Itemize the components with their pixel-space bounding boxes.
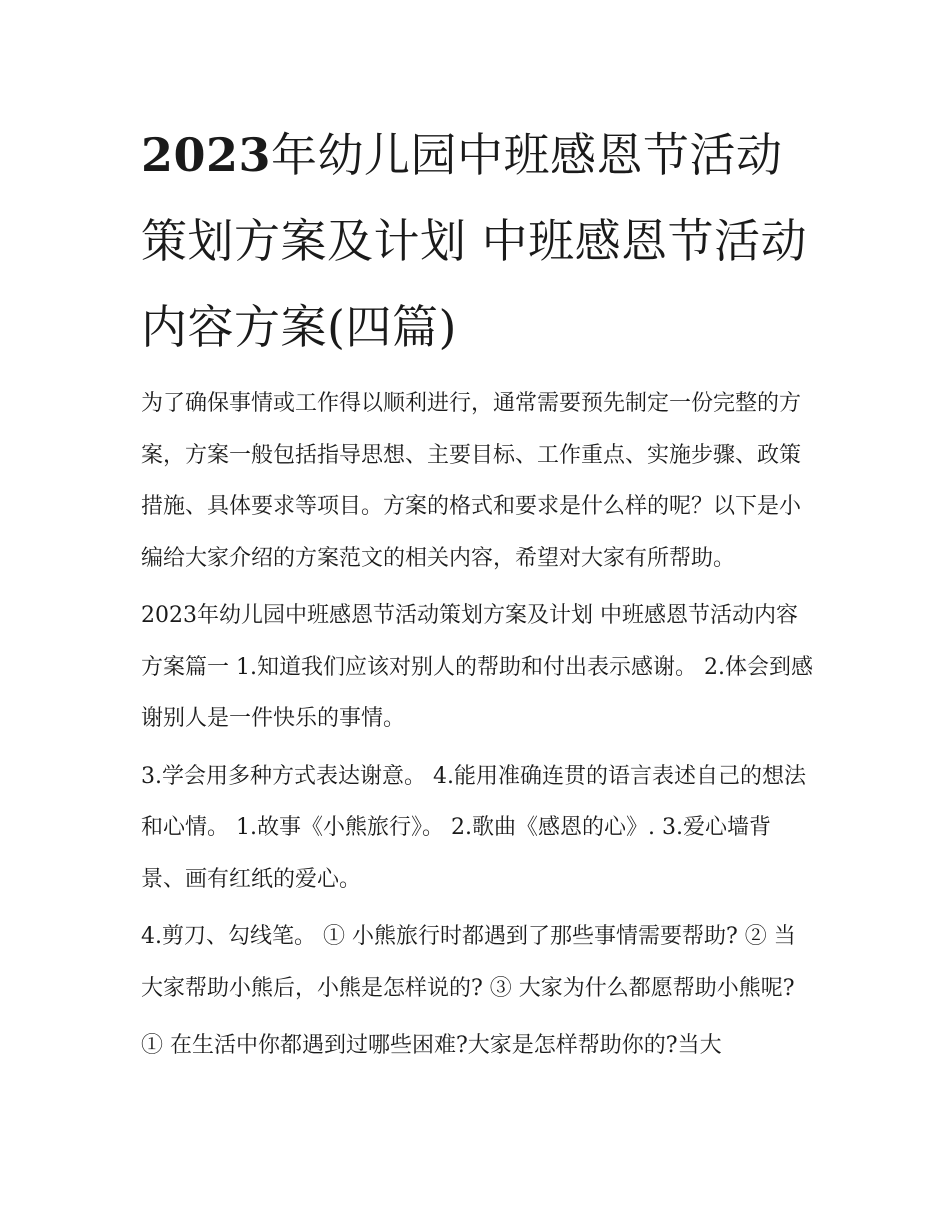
body-paragraph-2: 3.学会用多种方式表达谢意。 4.能用准确连贯的语言表述自己的想法和心情。 1.故事《小熊旅行》。 2.歌曲《感恩的心》. 3.爱心墙背景、画有红纸的爱心。: [141, 763, 806, 892]
document-page: [141, 112, 813, 1078]
title-text: 年幼儿园中班感恩节活动策划方案及计划 中班感恩节活动内容方案(四篇): [141, 128, 808, 354]
body-paragraph-1: 2023年幼儿园中班感恩节活动策划方案及计划 中班感恩节活动内容方案篇一 1.知道我们应该对别人的帮助和付出表示感谢。 2.体会到感谢别人是一件快乐的事情。: [141, 603, 813, 731]
title-year: 2023: [141, 128, 272, 182]
document-title: [141, 112, 813, 370]
body-paragraph-3: 4.剪刀、勾线笔。 ① 小熊旅行时都遇到了那些事情需要帮助? ② 当大家帮助小熊后，小熊是怎样说的? ③ 大家为什么都愿帮助小熊呢?: [141, 924, 796, 1001]
intro-paragraph: 为了确保事情或工作得以顺利进行，通常需要预先制定一份完整的方案，方案一般包括指导思想、主要目标、工作重点、实施步骤、政策措施、具体要求等项目。方案的格式和要求是什么样的呢？以下是小编给大家介绍的方案范文的相关内容，希望对大家有所帮助。: [141, 391, 802, 571]
body-paragraph-4: ① 在生活中你都遇到过哪些困难?大家是怎样帮助你的?当大: [141, 1033, 722, 1058]
